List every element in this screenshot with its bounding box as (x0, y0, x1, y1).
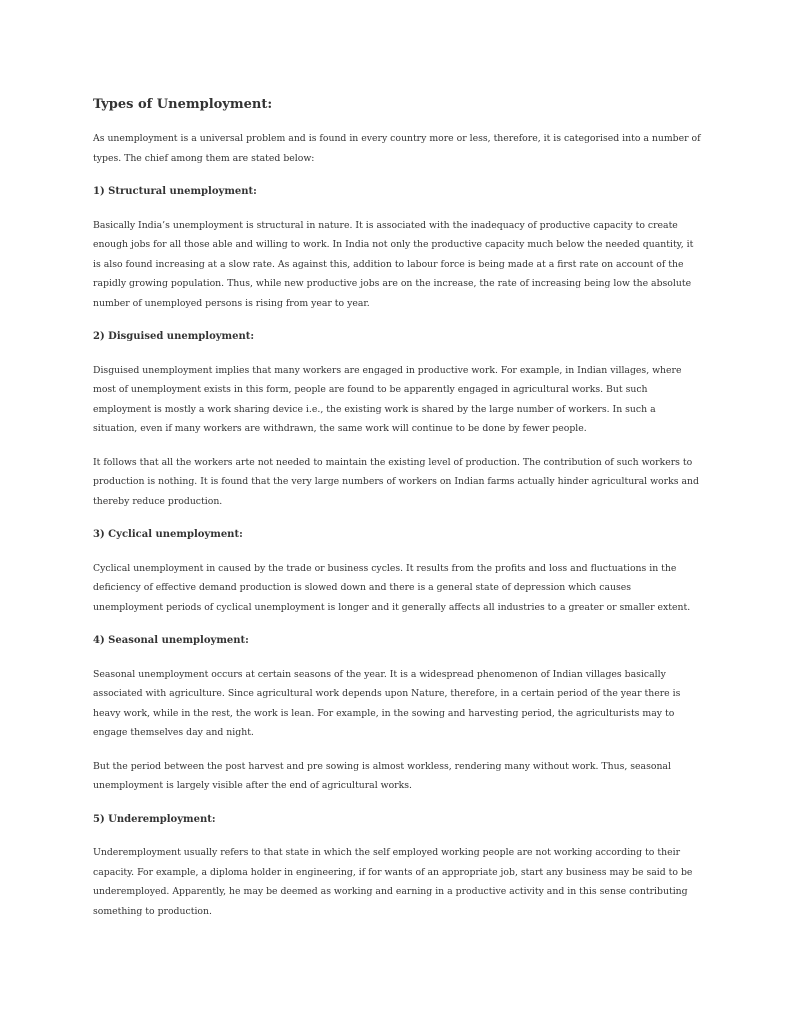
section-heading-seasonal: 4) Seasonal unemployment: (93, 635, 249, 646)
seasonal-paragraph-1: Seasonal unemployment occurs at certain seasons of the year. It is a widespread phenomenon of Indian villages basically associated with agriculture. Since agricultural work depends upon Nature, therefore, in a certain period of the year there is heavy work, while in the rest, the work is lean. For example, in the sowing and harvesting period, the agriculturists may to engage themselves day and night. (93, 668, 681, 738)
section-heading-underemployment: 5) Underemployment: (93, 813, 216, 825)
section-heading-disguised: 2) Disguised unemployment: (93, 331, 255, 342)
seasonal-paragraph-2: But the period between the post harvest and pre sowing is almost workless, rendering many without work. Thus, seasonal unemployment is largely visible after the end of agricultural works. (93, 760, 671, 791)
section-heading-cyclical: 3) Cyclical unemployment: (93, 529, 243, 540)
section-heading-structural: 1) Structural unemployment: (93, 186, 257, 197)
underemployment-paragraph-1: Underemployment usually refers to that state in which the self employed working people are not working according to their capacity. For example, a diploma holder in engineering, if for wants of an appropriate job, start any business may be said to be underemployed. Apparently, he may be deemed as working and earning in a productive activity and in this sense contributing something to production. (93, 847, 693, 917)
intro-paragraph: As unemployment is a universal problem and is found in every country more or less, therefore, it is categorised into a number of types. The chief among them are stated below: (93, 133, 701, 164)
page-title: Types of Unemployment: (93, 97, 273, 112)
structural-paragraph-1: Basically India’s unemployment is structural in nature. It is associated with the inadequacy of productive capacity to create enough jobs for all those able and willing to work. In India not only the productive capacity much below the needed quantity, it is also found increasing at a slow rate. As against this, addition to labour force is being made at a first rate on account of the rapidly growing population. Thus, while new productive jobs are on the increase, the rate of increasing being low the absolute number of unemployed persons is rising from year to year. (93, 219, 694, 309)
disguised-paragraph-2: It follows that all the workers arte not needed to maintain the existing level of production. The contribution of such workers to production is nothing. It is found that the very large numbers of workers on Indian farms actually hinder agricultural works and thereby reduce production. (93, 456, 699, 507)
document-body (93, 97, 701, 935)
disguised-paragraph-1: Disguised unemployment implies that many workers are engaged in productive work. For example, in Indian villages, where most of unemployment exists in this form, people are found to be apparently engaged in agricultural works. But such employment is mostly a work sharing device i.e., the existing work is shared by the large number of workers. In such a situation, even if many workers are withdrawn, the same work will continue to be done by fewer people. (93, 364, 682, 434)
cyclical-paragraph-1: Cyclical unemployment in caused by the trade or business cycles. It results from the profits and loss and fluctuations in the deficiency of effective demand production is slowed down and there is a general state of depression which causes unemployment periods of cyclical unemployment is longer and it generally affects all industries to a greater or smaller extent. (93, 562, 691, 613)
